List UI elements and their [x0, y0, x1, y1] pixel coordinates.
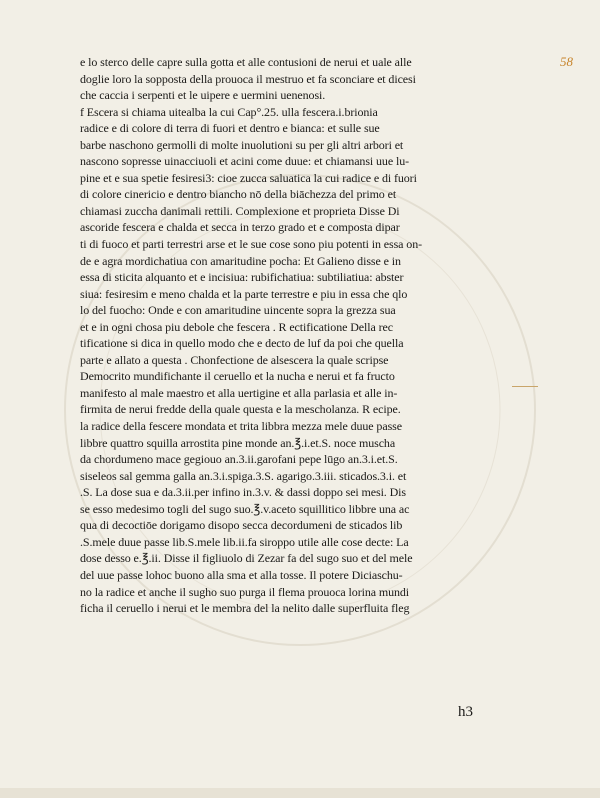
- text-line: f Escera si chiama uitealba la cui Cap°.25. ulla fescera.i.brionia: [80, 104, 378, 119]
- folio-signature: h3: [458, 704, 473, 720]
- text-line: no la radice et anche il sugho suo purga il flema prouoca lorina mundi: [80, 584, 410, 599]
- text-line: et e in ogni chosa piu debole che fescera . R ectificatione Della rec: [80, 319, 393, 334]
- text-line: da chordumeno mace gegiouo an.3.ii.garofani pepe lūgo an.3.i.et.S.: [80, 452, 398, 467]
- text-line: ficha il ceruello i nerui et le membra del la nelito dalle superfluita fleg: [80, 601, 410, 616]
- text-line: chiamasi zuccha danimali rettili. Complexione et proprieta Disse Di: [80, 203, 400, 218]
- text-line: manifesto al male maestro et alla uertigine et alla parlasia et alle in-: [80, 385, 398, 400]
- text-line: lo del fuocho: Onde e con amaritudine uincente sopra la grezza sua: [80, 303, 396, 318]
- text-line: parte e allato a questa . Chonfectione de alsescera la quale scripse: [80, 352, 389, 367]
- text-line: siseleos sal gemma galla an.3.i.spiga.3.S. agarigo.3.iii. sticados.3.i. et: [80, 468, 407, 483]
- text-line: pine et e sua spetie fesiresi3: cioe zucca saluatica la cui radice e di fuori: [80, 170, 417, 185]
- text-line: la radice della fescere mondata et trita libbra mezza mele duue passe: [80, 419, 402, 434]
- text-line: e lo sterco delle capre sulla gotta et alle contusioni de nerui et uale alle: [80, 55, 412, 69]
- text-line: Democrito mundifichante il ceruello et la nucha e nerui et fa fructo: [80, 369, 395, 384]
- text-line: .S. La dose sua e da.3.ii.per infino in.3.v. & dassi doppo sei mesi. Dis: [80, 485, 406, 500]
- text-line: radice e di colore di terra di fuori et dentro e bianca: et sulle sue: [80, 121, 380, 136]
- marginal-folio-note: 58: [560, 54, 573, 69]
- text-line: de e agra mordichatiua con amaritudine pocha: Et Galieno disse e in: [80, 253, 401, 268]
- text-line: che caccia i serpenti et le uipere e uermini uenenosi.: [80, 88, 326, 103]
- text-line: .S.mele duue passe lib.S.mele lib.ii.fa siroppo utile alle cose decte: La: [80, 534, 409, 549]
- text-line: firmita de nerui fredde della quale questa e la mescholanza. R ecipe.: [80, 402, 401, 417]
- text-line: essa di sticita alquanto et e incisiua: rubifichatiua: subtiliatiua: abster: [80, 270, 404, 285]
- text-line: se esso medesimo togli del sugo suo.℥.v.aceto squillitico libbre una ac: [80, 501, 410, 516]
- text-line: barbe naschono germolli di molte inuolutioni su per gli altri arbori et: [80, 137, 404, 152]
- text-line: nascono sopresse uinacciuoli et acini come duue: et chiamansi uue lu-: [80, 154, 409, 169]
- text-line: tificatione si dica in quello modo che e decto de luf da poi che quella: [80, 336, 404, 351]
- text-line: di colore cinericio e dentro biancho nō della biāchezza del primo et: [80, 187, 397, 202]
- text-line: dose desso e.℥.ii. Disse il figliuolo di Zezar fa del sugo suo et del mele: [80, 551, 413, 566]
- body-text: [80, 54, 505, 617]
- text-line: doglie loro la sopposta della prouoca il mestruo et fa sconciare et dicesi: [80, 71, 416, 86]
- text-line: ascoride fescera e chalda et secca in terzo grado et e composta dipar: [80, 220, 400, 235]
- text-line: ti di fuoco et parti terrestri arse et le sue cose sono piu potenti in essa on-: [80, 237, 422, 252]
- page-edge: [0, 788, 600, 798]
- text-line: siua: fesiresim e meno chalda et la parte terrestre e piu in essa che qlo: [80, 286, 408, 301]
- text-line: del uue passe lohoc buono alla sma et alla tosse. Il potere Diciaschu-: [80, 567, 403, 582]
- text-line: qua di decoctiōe dorigamo disopo secca decordumeni de sticados lib: [80, 518, 403, 533]
- margin-mark: [512, 386, 538, 387]
- text-line: libbre quattro squilla arrostita pine monde an.℥.i.et.S. noce muscha: [80, 435, 396, 450]
